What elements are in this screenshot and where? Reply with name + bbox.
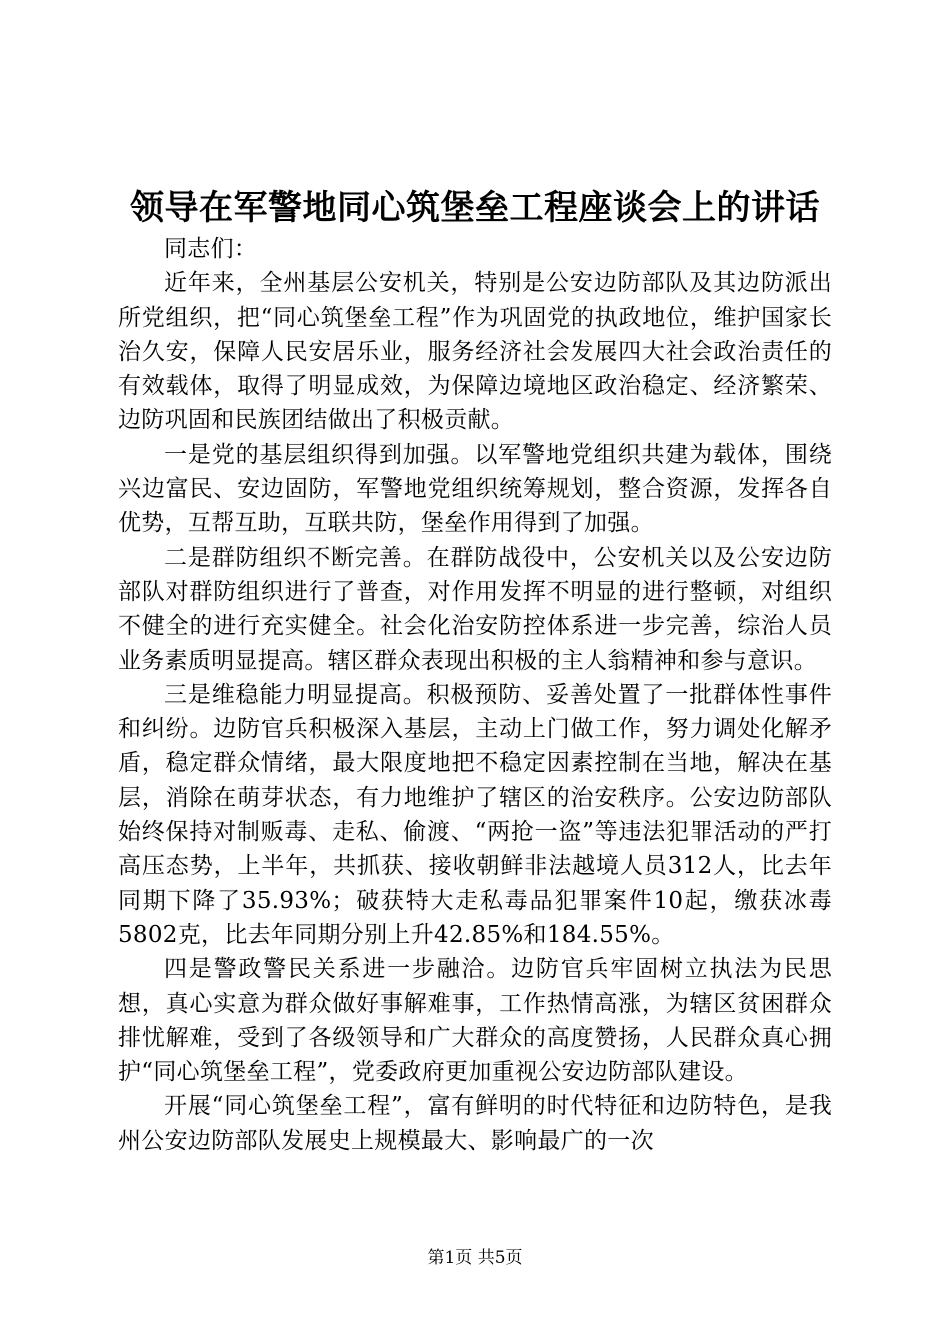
paragraph-conclusion-start: 开展“同心筑堡垒工程”，富有鲜明的时代特征和边防特色，是我州公安边防部队发展史上规模最大、影响最广的一次 (118, 1093, 832, 1154)
paragraph-intro: 近年来，全州基层公安机关，特别是公安边防部队及其边防派出所党组织，把“同心筑堡垒工程”作为巩固党的执政地位，维护国家长治久安，保障人民安居乐业，服务经济社会发展四大社会政治责任的有效载体，取得了明显成效，为保障边境地区政治稳定、经济繁荣、边防巩固和民族团结做出了积极贡献。 (118, 270, 832, 434)
document-body (118, 232, 832, 1158)
paragraph-salutation: 同志们： (164, 236, 258, 262)
page-number-footer: 第1页 共5页 (427, 1248, 523, 1268)
paragraph-point-four: 四是警政警民关系进一步融洽。边防官兵牢固树立执法为民思想，真心实意为群众做好事解难事，工作热情高涨，为辖区贫困群众排忧解难，受到了各级领导和广大群众的高度赞扬，人民群众真心拥护“同心筑堡垒工程”，党委政府更加重视公安边防部队建设。 (118, 956, 832, 1086)
document-title: 领导在军警地同心筑堡垒工程座谈会上的讲话 (130, 188, 820, 228)
paragraph-point-two: 二是群防组织不断完善。在群防战役中，公安机关以及公安边防部队对群防组织进行了普查，对作用发挥不明显的进行整顿，对组织不健全的进行充实健全。社会化治安防控体系进一步完善，综治人员业务素质明显提高。辖区群众表现出积极的主人翁精神和参与意识。 (118, 544, 832, 674)
paragraph-point-one: 一是党的基层组织得到加强。以军警地党组织共建为载体，围绕兴边富民、安边固防，军警地党组织统筹规划，整合资源，发挥各自优势，互帮互助，互联共防，堡垒作用得到了加强。 (118, 441, 832, 537)
paragraph-point-three: 三是维稳能力明显提高。积极预防、妥善处置了一批群体性事件和纠纷。边防官兵积极深入基层，主动上门做工作，努力调处化解矛盾，稳定群众情绪，最大限度地把不稳定因素控制在当地，解决在基层，消除在萌芽状态，有力地维护了辖区的治安秩序。公安边防部队始终保持对制贩毒、走私、偷渡、“两抢一盗”等违法犯罪活动的严打高压态势，上半年，共抓获、接收朝鲜非法越境人员312人，比去年同期下降了35.93%；破获特大走私毒品犯罪案件10起，缴获冰毒5802克，比去年同期分别上升42.85%和184.55%。 (118, 681, 832, 948)
